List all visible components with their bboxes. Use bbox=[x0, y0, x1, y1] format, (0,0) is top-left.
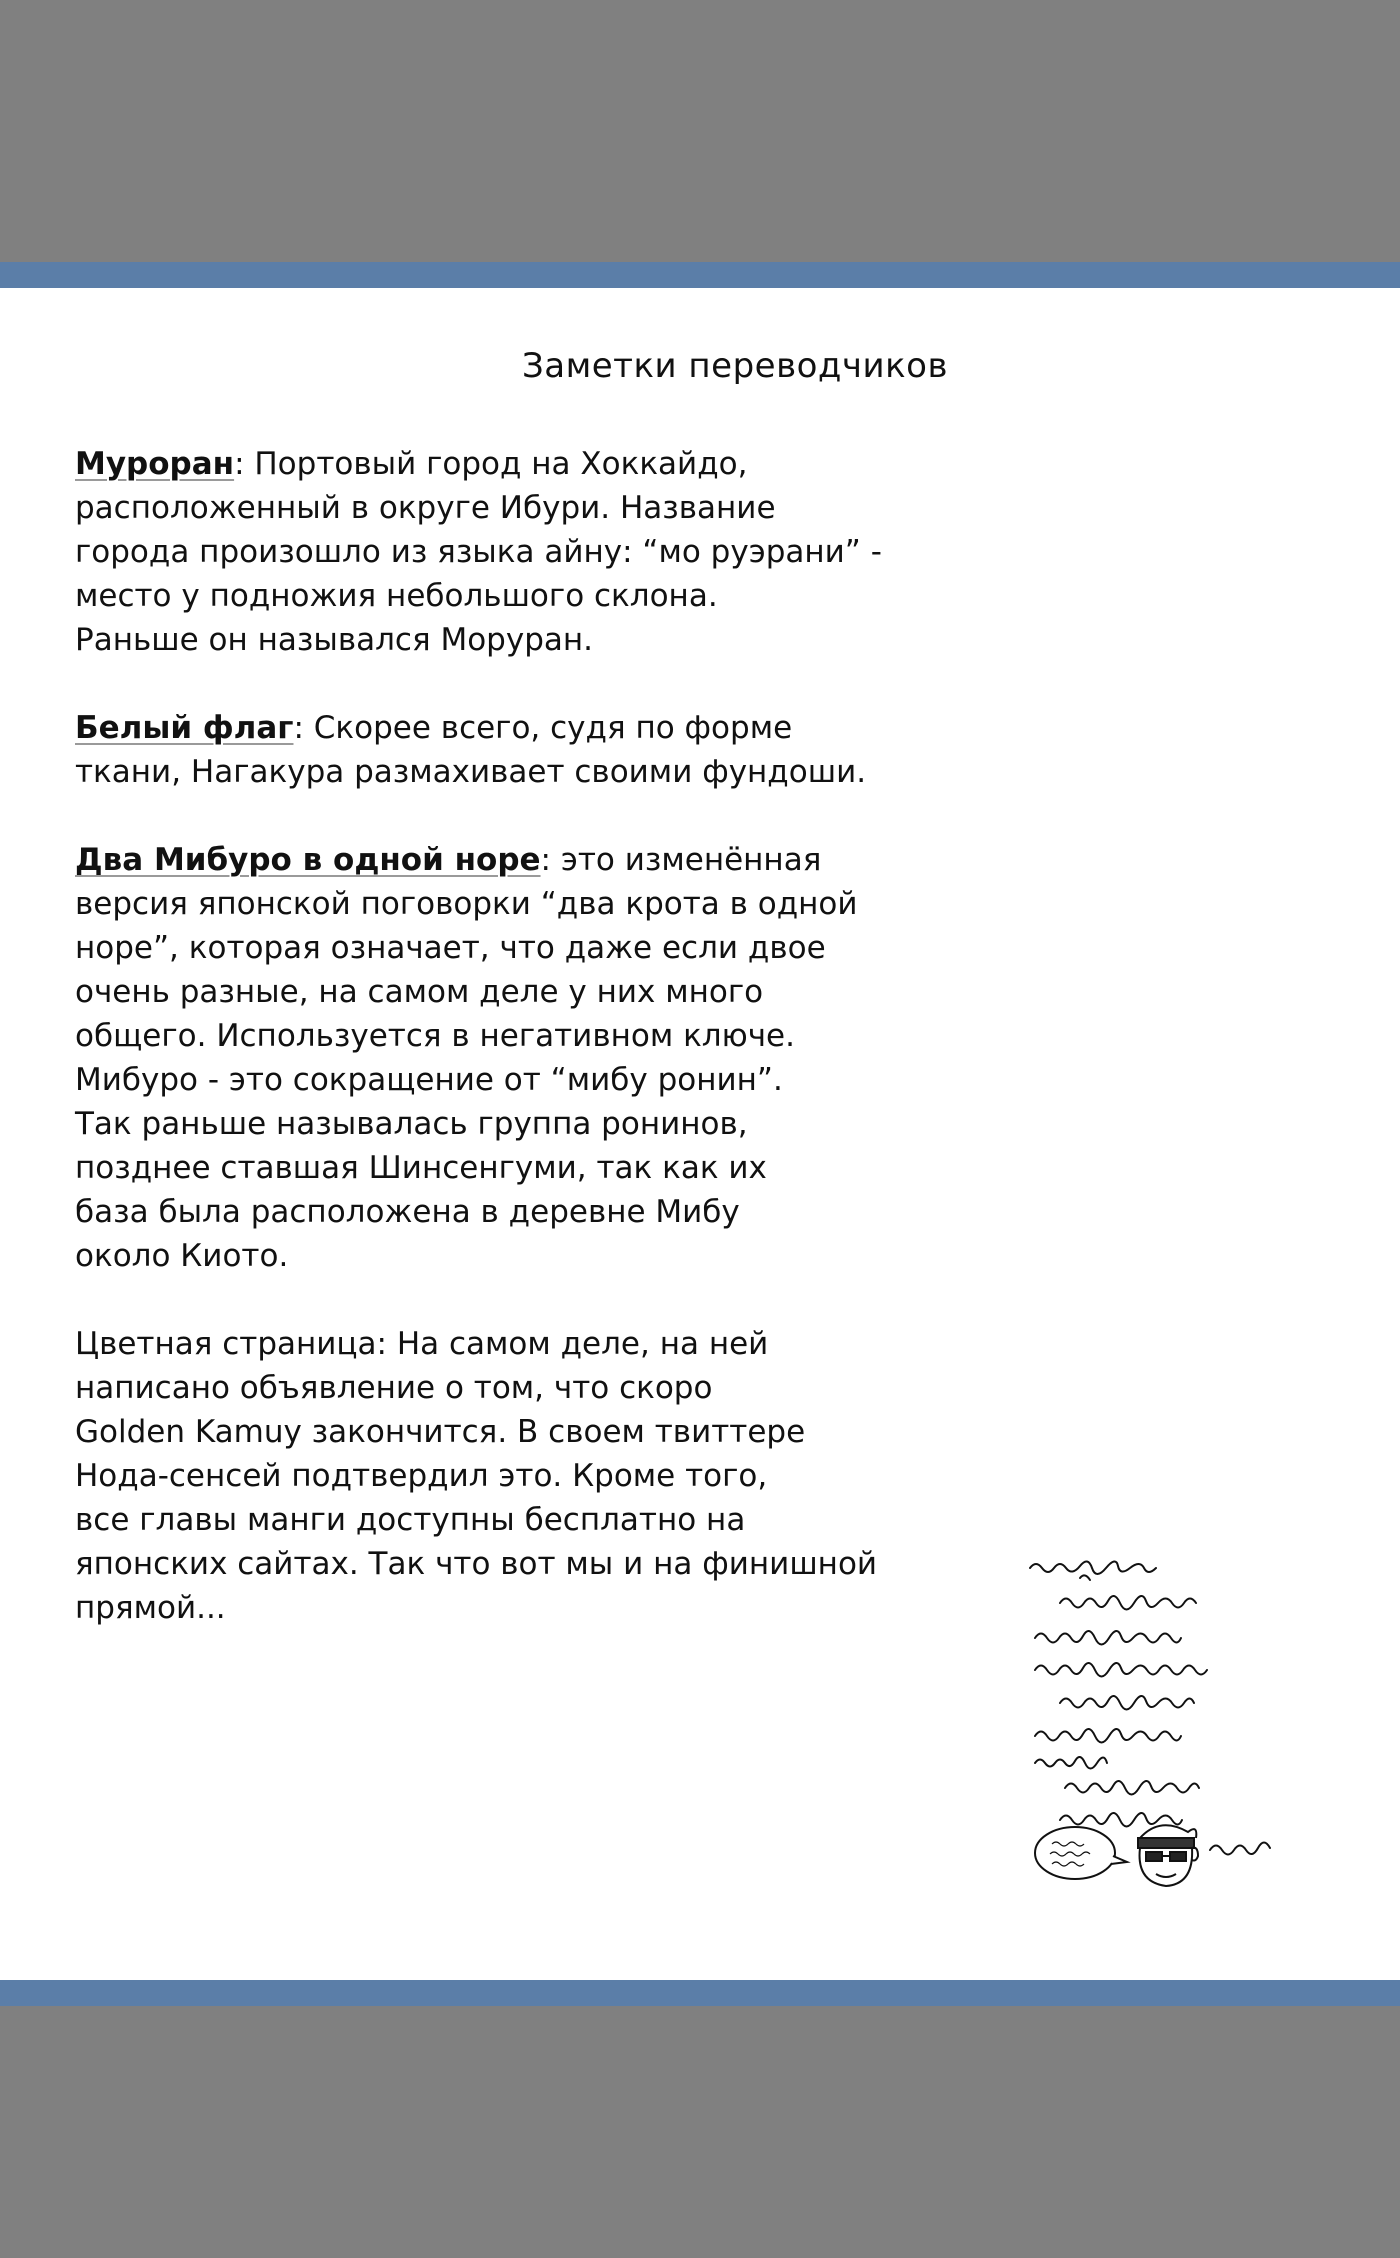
note-term: Муроран bbox=[75, 446, 235, 482]
note-line: Golden Kamuy закончится. В своем твиттере bbox=[75, 1414, 806, 1450]
note-line: написано объявление о том, что скоро bbox=[75, 1370, 713, 1406]
note-text: : Портовый город на Хоккайдо, bbox=[234, 446, 748, 482]
note-two-miburo bbox=[75, 838, 975, 1278]
speech-bubble-icon bbox=[1035, 1827, 1127, 1879]
author-handwritten-message bbox=[1020, 1548, 1350, 1888]
note-line: расположенный в округе Ибури. Название bbox=[75, 490, 776, 526]
note-white-flag bbox=[75, 706, 975, 794]
notes-page bbox=[0, 288, 1400, 1980]
note-muroran bbox=[75, 442, 975, 662]
note-line: Раньше он назывался Моруран. bbox=[75, 622, 593, 658]
note-line: общего. Используется в негативном ключе. bbox=[75, 1018, 795, 1054]
note-term: Белый флаг bbox=[75, 710, 294, 746]
note-line: Цветная страница: На самом деле, на ней bbox=[75, 1326, 769, 1362]
bottom-gray-band bbox=[0, 2006, 1400, 2258]
note-text: : Скорее всего, судя по форме bbox=[293, 710, 793, 746]
note-color-page bbox=[75, 1322, 975, 1630]
note-line: около Киото. bbox=[75, 1238, 289, 1274]
note-line: все главы манги доступны бесплатно на bbox=[75, 1502, 746, 1538]
note-line: ткани, Нагакура размахивает своими фундоши. bbox=[75, 754, 867, 790]
note-line: города произошло из языка айну: “мо руэрани” - bbox=[75, 534, 882, 570]
note-line bbox=[75, 706, 975, 750]
note-line: место у подножия небольшого склона. bbox=[75, 578, 718, 614]
note-line: позднее ставшая Шинсенгуми, так как их bbox=[75, 1150, 767, 1186]
note-line: Нода-сенсей подтвердил это. Кроме того, bbox=[75, 1458, 768, 1494]
handwriting-scribbles bbox=[1030, 1561, 1270, 1854]
note-line: норе”, которая означает, что даже если двое bbox=[75, 930, 826, 966]
note-line: база была расположена в деревне Мибу bbox=[75, 1194, 740, 1230]
note-term: Два Мибуро в одной норе bbox=[75, 842, 541, 878]
note-line bbox=[75, 838, 975, 882]
author-face-icon bbox=[1138, 1825, 1198, 1886]
top-gray-band bbox=[0, 0, 1400, 262]
notes-list bbox=[75, 442, 975, 1674]
top-blue-stripe bbox=[0, 262, 1400, 288]
note-text: : это изменённая bbox=[540, 842, 822, 878]
note-line: очень разные, на самом деле у них много bbox=[75, 974, 764, 1010]
note-line: Так раньше называлась группа ронинов, bbox=[75, 1106, 748, 1142]
note-line: версия японской поговорки “два крота в одной bbox=[75, 886, 858, 922]
bottom-blue-stripe bbox=[0, 1980, 1400, 2006]
page-title: Заметки переводчиков bbox=[521, 346, 948, 386]
note-line: Мибуро - это сокращение от “мибу ронин”. bbox=[75, 1062, 783, 1098]
note-line bbox=[75, 442, 975, 486]
note-line: прямой... bbox=[75, 1590, 226, 1626]
note-line: японских сайтах. Так что вот мы и на финишной bbox=[75, 1546, 878, 1582]
